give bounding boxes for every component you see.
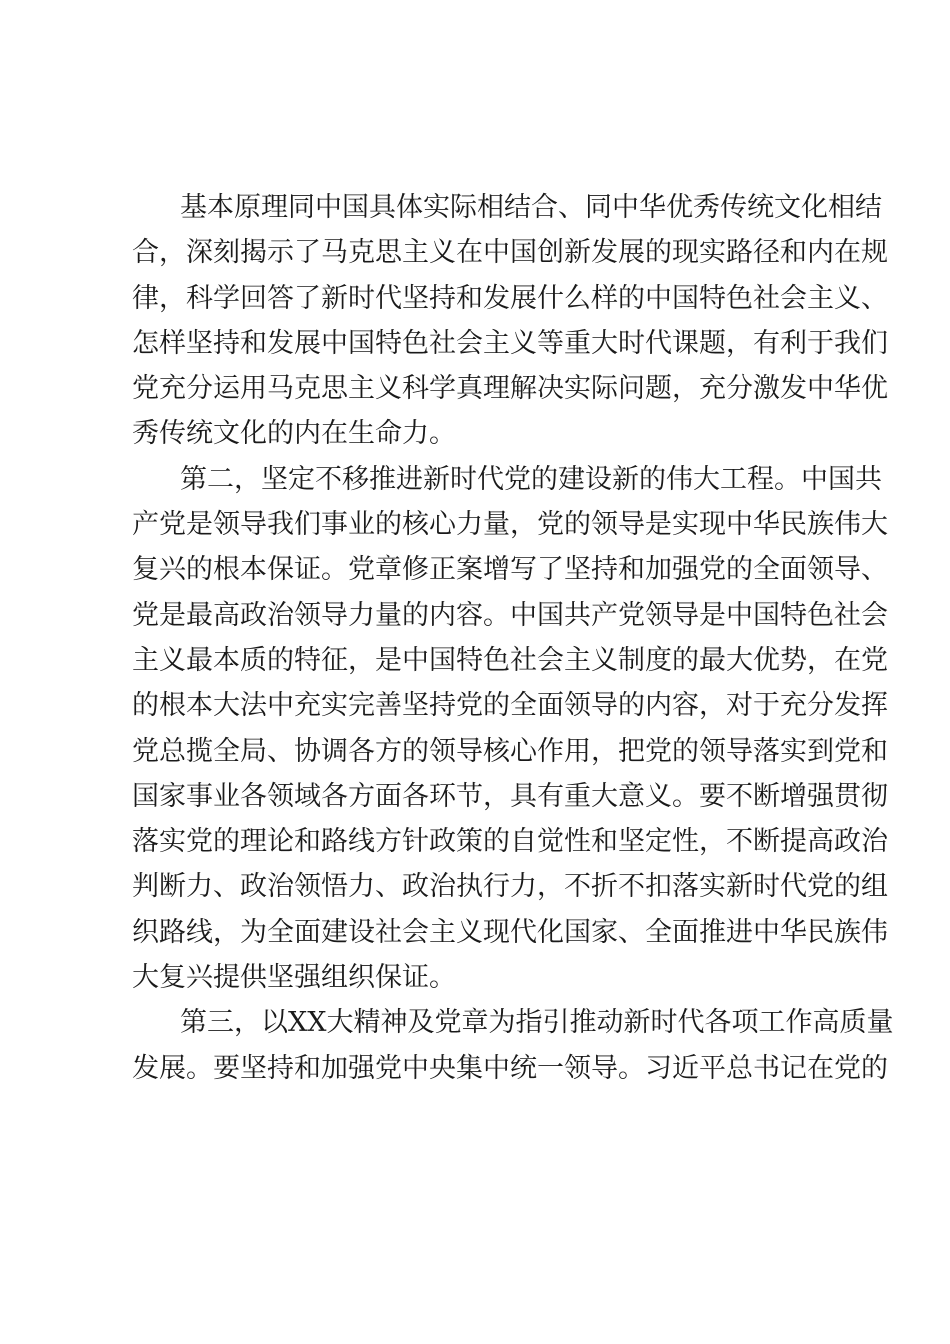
- text-line: 党充分运用马克思主义科学真理解决实际问题，充分激发中华优: [132, 373, 888, 405]
- text-line: 第二，坚定不移推进新时代党的建设新的伟大工程。中国共: [180, 463, 882, 495]
- text-line: 大复兴提供坚强组织保证。: [132, 962, 456, 994]
- text-line: 秀传统文化的内在生命力。: [132, 418, 456, 450]
- text-line: 主义最本质的特征，是中国特色社会主义制度的最大优势，在党: [132, 644, 888, 676]
- text-line: 复兴的根本保证。党章修正案增写了坚持和加强党的全面领导、: [132, 554, 888, 586]
- text-line: 的根本大法中充实完善坚持党的全面领导的内容，对于充分发挥: [132, 690, 888, 722]
- paragraph-2: [132, 457, 888, 1001]
- text-line: 合，深刻揭示了马克思主义在中国创新发展的现实路径和内在规: [132, 237, 888, 269]
- text-line: 党总揽全局、协调各方的领导核心作用，把党的领导落实到党和: [132, 735, 888, 767]
- text-line: 怎样坚持和发展中国特色社会主义等重大时代课题，有利于我们: [132, 327, 888, 359]
- text-line: 织路线，为全面建设社会主义现代化国家、全面推进中华民族伟: [132, 916, 888, 948]
- text-line: 落实党的理论和路线方针政策的自觉性和坚定性，不断提高政治: [132, 826, 888, 858]
- text-line: 党是最高政治领导力量的内容。中国共产党领导是中国特色社会: [132, 599, 888, 631]
- text-line: 发展。要坚持和加强党中央集中统一领导。习近平总书记在党的: [132, 1052, 888, 1084]
- paragraph-1: [132, 185, 888, 457]
- text-line: 国家事业各领域各方面各环节，具有重大意义。要不断增强贯彻: [132, 780, 888, 812]
- text-line: 律，科学回答了新时代坚持和发展什么样的中国特色社会主义、: [132, 282, 888, 314]
- paragraph-3: [132, 1000, 894, 1091]
- text-line: 基本原理同中国具体实际相结合、同中华优秀传统文化相结: [180, 192, 882, 223]
- text-line: 产党是领导我们事业的核心力量，党的领导是实现中华民族伟大: [132, 509, 888, 541]
- text-line: 判断力、政治领悟力、政治执行力，不折不扣落实新时代党的组: [132, 871, 888, 903]
- document-body: [132, 185, 894, 1091]
- text-line: 第三，以XX大精神及党章为指引推动新时代各项工作高质量: [180, 1007, 894, 1039]
